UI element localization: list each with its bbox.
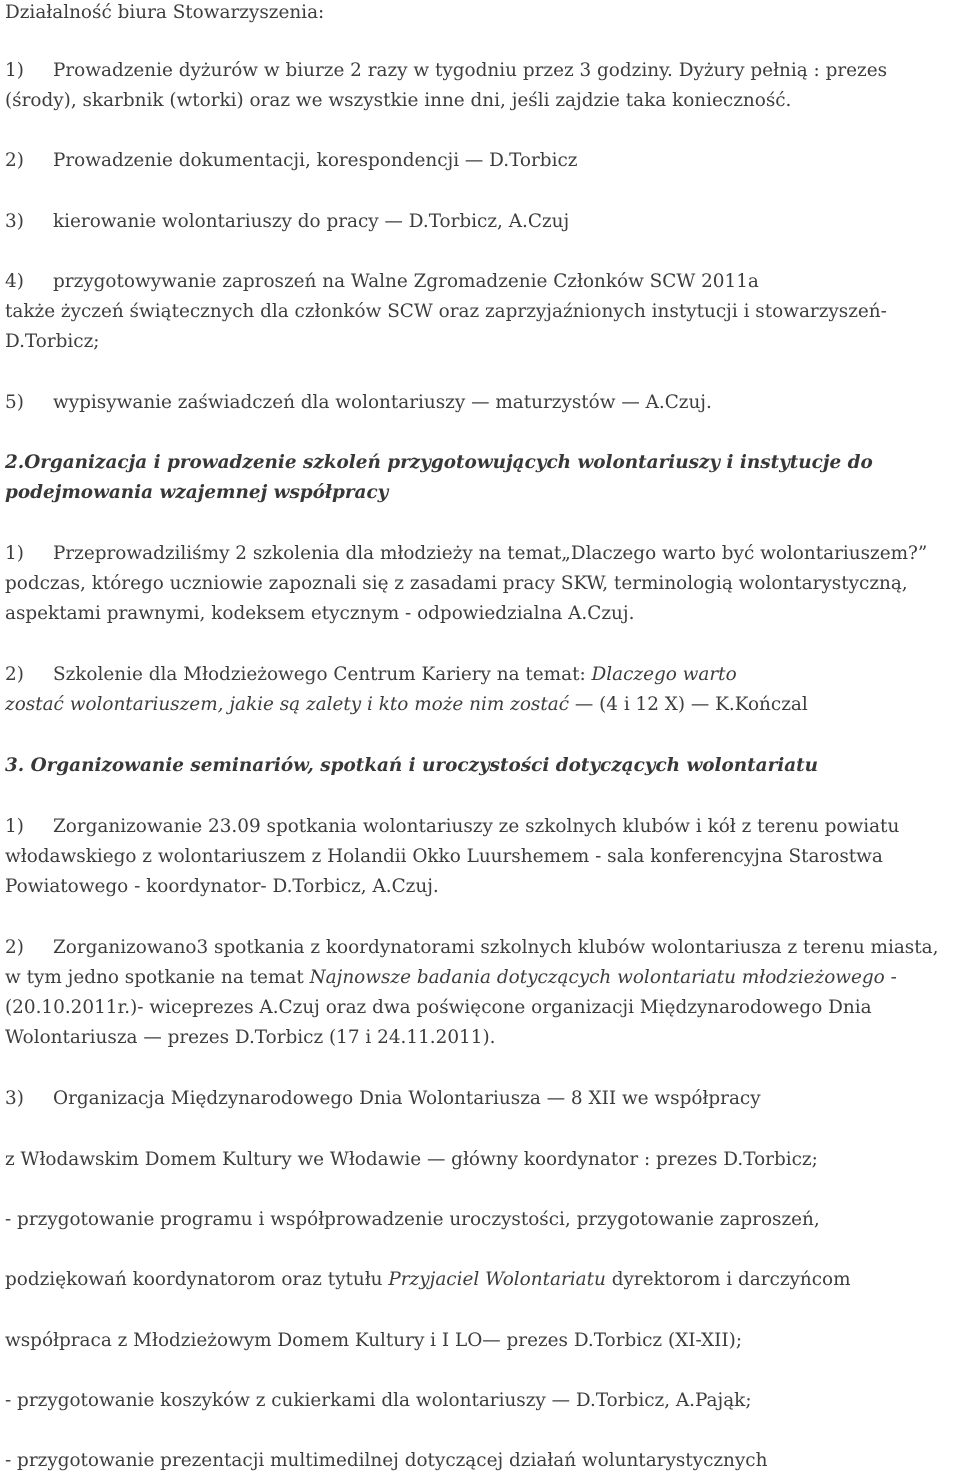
paragraph (5, 1269, 851, 1291)
item-number: 3) (5, 1088, 24, 1109)
item-text-italic: Przyjaciel Wolontariatu (388, 1269, 606, 1290)
list-item-3-2-continuation-2: (20.10.2011r.)- wiceprezes A.Czuj oraz dwa poświęcone organizacji Międzynarodowego Dnia (5, 997, 872, 1018)
section-2-heading: 2.Organizacja i prowadzenie szkoleń przygotowujących wolontariuszy i instytucje do (5, 452, 873, 473)
item-text-italic: zostać wolontariuszem, jakie są zalety i kto może nim zostać (5, 694, 570, 715)
item-text: Przeprowadziliśmy 2 szkolenia dla młodzieży na temat„Dlaczego warto być wolontariuszem?” (53, 543, 928, 564)
item-text: Prowadzenie dyżurów w biurze 2 razy w tygodniu przez 3 godziny. Dyżury pełnią : prezes (53, 60, 888, 81)
item-number: 2) (5, 664, 24, 685)
item-text: wypisywanie zaświadczeń dla wolontariuszy — maturzystów — A.Czuj. (53, 392, 712, 413)
list-item-3-1 (5, 816, 899, 838)
item-number: 1) (5, 816, 24, 837)
list-item-1-4 (5, 271, 759, 293)
item-text: Prowadzenie dokumentacji, korespondencji — D.Torbicz (53, 150, 578, 171)
item-number: 4) (5, 271, 24, 292)
section-2-heading-continuation: podejmowania wzajemnej współpracy (5, 482, 389, 503)
item-text: podziękowań koordynatorom oraz tytułu (5, 1269, 389, 1290)
list-item-3-2 (5, 937, 938, 959)
section-3-heading: 3. Organizowanie seminariów, spotkań i uroczystości dotyczących wolontariatu (5, 755, 819, 776)
paragraph: - przygotowanie koszyków z cukierkami dla wolontariuszy — D.Torbicz, A.Pająk; (5, 1390, 752, 1411)
paragraph: - przygotowanie prezentacji multimedilnej dotyczącej działań woluntarystycznych (5, 1450, 768, 1471)
item-number: 5) (5, 392, 24, 413)
item-number: 3) (5, 211, 24, 232)
section-title: Działalność biura Stowarzyszenia: (5, 2, 325, 23)
list-item-2-1 (5, 543, 927, 565)
item-text: — (4 i 12 X) — K.Kończal (569, 694, 808, 715)
list-item-3-2-continuation-3: Wolontariusza — prezes D.Torbicz (17 i 24.11.2011). (5, 1027, 496, 1048)
list-item-2-2 (5, 664, 737, 686)
item-number: 2) (5, 937, 24, 958)
list-item-1-1 (5, 60, 887, 82)
item-text: Organizacja Międzynarodowego Dnia Wolontariusza — 8 XII we współpracy (53, 1088, 761, 1109)
item-text: przygotowywanie zaproszeń na Walne Zgromadzenie Członków SCW 2011a (53, 271, 759, 292)
item-number: 2) (5, 150, 24, 171)
item-text-italic: Najnowsze badania dotyczących wolontariatu młodzieżowego (309, 967, 885, 988)
list-item-3-1-continuation-2: Powiatowego - koordynator- D.Torbicz, A.Czuj. (5, 876, 439, 897)
list-item-1-3 (5, 211, 569, 233)
list-item-2-1-continuation-2: aspektami prawnymi, kodeksem etycznym - odpowiedzialna A.Czuj. (5, 603, 635, 624)
list-item-1-4-continuation: także życzeń świątecznych dla członków SCW oraz zaprzyjaźnionych instytucji i stowarzyszeń- (5, 301, 887, 322)
item-text: w tym jedno spotkanie na temat (5, 967, 310, 988)
item-text: kierowanie wolontariuszy do pracy — D.Torbicz, A.Czuj (53, 211, 570, 232)
item-text: Szkolenie dla Młodzieżowego Centrum Kariery na temat: (53, 664, 592, 685)
item-text: Zorganizowanie 23.09 spotkania wolontariuszy ze szkolnych klubów i kół z terenu powiatu (53, 816, 900, 837)
item-number: 1) (5, 60, 24, 81)
item-text: Zorganizowano3 spotkania z koordynatorami szkolnych klubów wolontariusza z terenu miasta, (53, 937, 939, 958)
list-item-1-5 (5, 392, 712, 414)
list-item-3-2-continuation (5, 967, 897, 989)
item-number: 1) (5, 543, 24, 564)
item-text-italic: Dlaczego warto (591, 664, 737, 685)
item-text: - (884, 967, 897, 988)
paragraph: - przygotowanie programu i współprowadzenie uroczystości, przygotowanie zaproszeń, (5, 1209, 820, 1230)
list-item-3-3 (5, 1088, 761, 1110)
list-item-3-1-continuation: włodawskiego z wolontariuszem z Holandii Okko Luurshemem - sala konferencyjna Starostwa (5, 846, 883, 867)
list-item-2-2-continuation (5, 694, 808, 716)
paragraph: z Włodawskim Domem Kultury we Włodawie — główny koordynator : prezes D.Torbicz; (5, 1149, 818, 1170)
paragraph: współpraca z Młodzieżowym Domem Kultury i I LO— prezes D.Torbicz (XI-XII); (5, 1330, 743, 1351)
list-item-1-2 (5, 150, 577, 172)
list-item-1-1-continuation: (środy), skarbnik (wtorki) oraz we wszystkie inne dni, jeśli zajdzie taka konieczność. (5, 90, 792, 111)
item-text: dyrektorom i darczyńcom (605, 1269, 851, 1290)
list-item-2-1-continuation: podczas, którego uczniowie zapoznali się z zasadami pracy SKW, terminologią wolontarystyczną, (5, 573, 908, 594)
list-item-1-4-continuation-2: D.Torbicz; (5, 331, 100, 352)
